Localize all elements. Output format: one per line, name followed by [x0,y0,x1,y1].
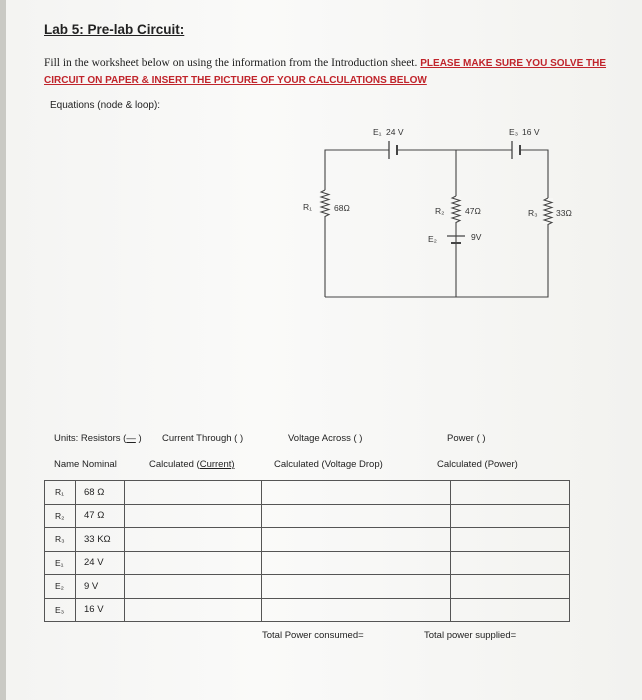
units-power: Power ( ) [447,433,486,444]
component-name: E₁ [45,551,76,575]
nominal-value: 9 V [76,575,125,599]
battery-e1 [389,141,397,159]
component-name: E₃ [45,598,76,622]
battery-e3 [512,141,520,159]
wire-right-bottom [325,150,548,297]
power-cell[interactable] [451,598,570,622]
voltage-cell[interactable] [262,575,451,599]
e1-value: 24 V [386,127,404,137]
table-row [45,598,570,622]
nominal-value: 16 V [76,598,125,622]
voltage-cell[interactable] [262,598,451,622]
units-current: Current Through ( ) [162,433,244,444]
current-cell[interactable] [125,575,262,599]
nominal-value: 24 V [76,551,125,575]
table-row [45,481,570,505]
current-cell[interactable] [125,528,262,552]
table-row [45,575,570,599]
current-cell[interactable] [125,481,262,505]
e2-value: 9V [471,232,482,242]
wire-left [325,150,389,297]
e3-value: 16 V [522,127,540,137]
total-power-consumed: Total Power consumed= [262,630,364,641]
header-calc-voltage: Calculated (Voltage Drop) [274,459,383,470]
nominal-value: 33 KΩ [76,528,125,552]
current-cell[interactable] [125,551,262,575]
power-cell[interactable] [451,575,570,599]
power-cell[interactable] [451,481,570,505]
r2-label: R₂ [435,206,445,216]
table-row [45,504,570,528]
power-cell[interactable] [451,551,570,575]
page-title: Lab 5: Pre-lab Circuit: [44,22,185,37]
current-cell[interactable] [125,598,262,622]
voltage-cell[interactable] [262,504,451,528]
header-calc-power: Calculated (Power) [437,459,518,470]
e2-label: E₂ [428,234,437,244]
e1-label: E₁ [373,127,382,137]
equations-label: Equations (node & loop): [50,100,161,111]
r1-value: 68Ω [334,203,350,213]
power-cell[interactable] [451,504,570,528]
units-voltage: Voltage Across ( ) [288,433,363,444]
current-cell[interactable] [125,504,262,528]
r3-value: 33Ω [556,208,572,218]
nominal-value: 47 Ω [76,504,125,528]
component-name: E₂ [45,575,76,599]
component-name: R₂ [45,504,76,528]
voltage-cell[interactable] [262,481,451,505]
e3-label: E₃ [509,127,519,137]
r3-label: R₃ [528,208,538,218]
intro-warning: PLEASE MAKE SURE YOU SOLVE THE CIRCUIT ON PAPER & INSERT THE PICTURE OF YOUR CALCULATIONS BELOW [44,58,607,86]
table-row [45,528,570,552]
component-name: R₃ [45,528,76,552]
voltage-cell[interactable] [262,551,451,575]
worksheet-table [44,480,570,622]
r2-value: 47Ω [465,206,481,216]
r1-label: R₁ [303,202,313,212]
table-row [45,551,570,575]
nominal-value: 68 Ω [76,481,125,505]
voltage-cell[interactable] [262,528,451,552]
power-cell[interactable] [451,528,570,552]
intro-text: Fill in the worksheet below on using the information from the Introduction sheet. [44,57,421,69]
header-calc-current: Calculated (Current) [149,459,235,470]
units-resistors: Units: Resistors (— ) [54,433,142,444]
component-name: R₁ [45,481,76,505]
header-name-nominal: Name Nominal [54,459,117,470]
total-power-supplied: Total power supplied= [424,630,517,641]
